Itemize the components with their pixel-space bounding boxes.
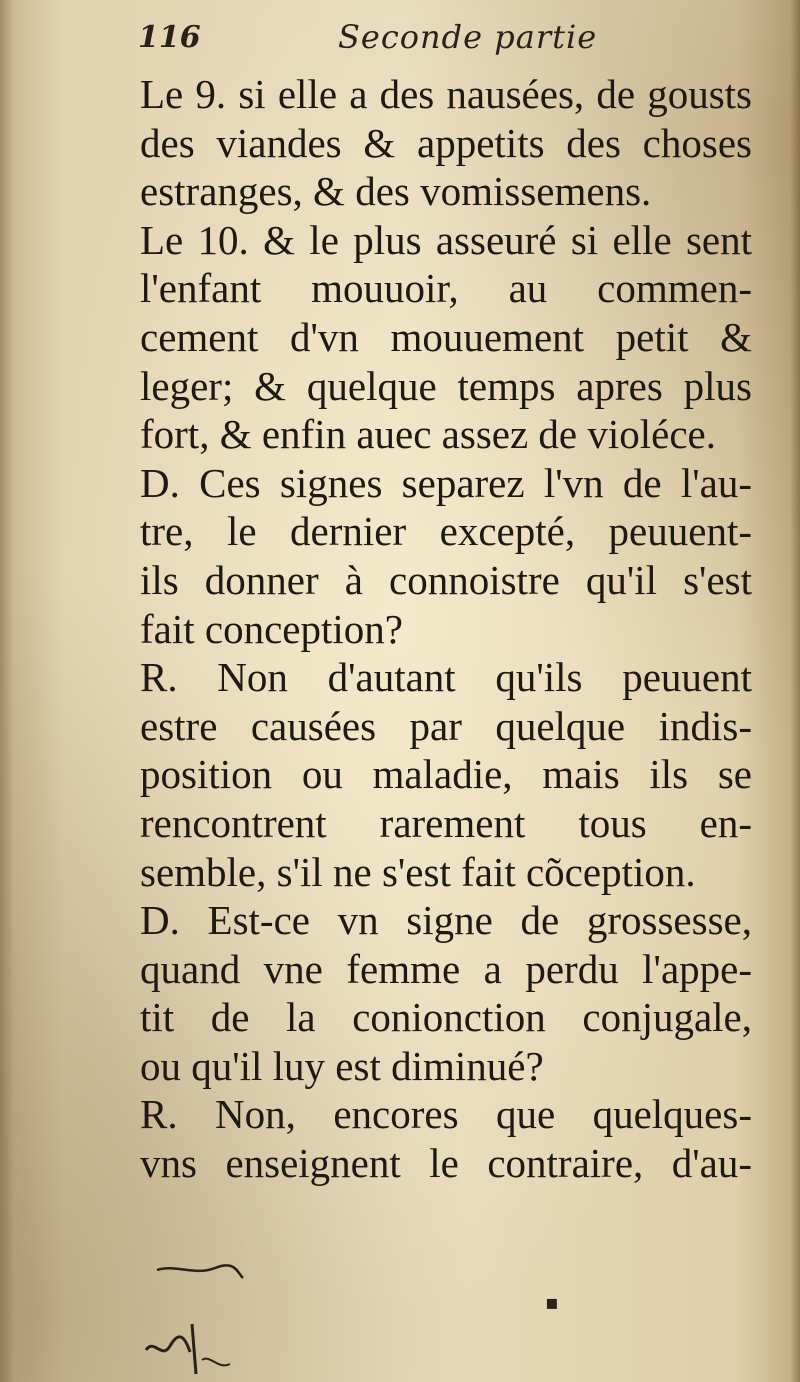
printer-mark: ▪	[545, 1290, 559, 1314]
text-line: l'enfant mouuoir, au commen-	[140, 265, 752, 312]
text-line: R. Non, encores que quelques-	[140, 1091, 752, 1138]
page-edge-shadow-left	[0, 0, 14, 1382]
running-head: Seconde partie	[338, 18, 598, 56]
text-line: semble, s'il ne s'est fait cõception.	[140, 848, 696, 895]
ink-smudge-mark	[155, 1262, 245, 1280]
text-line: tre, le dernier excepté, peuuent-	[140, 508, 752, 555]
text-line: cement d'vn mouuement petit &	[140, 313, 752, 360]
body-text	[140, 70, 752, 1188]
text-line: rencontrent rarement tous en-	[140, 799, 752, 846]
text-line: ou qu'il luy est diminué?	[140, 1042, 544, 1089]
text-line: leger; & quelque temps apres plus	[140, 362, 752, 409]
text-line: estre causées par quelque indis-	[140, 702, 752, 749]
text-line: estranges, & des vomissemens.	[140, 168, 652, 215]
text-line: Le 10. & le plus asseuré si elle sent	[140, 216, 752, 263]
text-line: quand vne femme a perdu l'appe-	[140, 945, 752, 992]
text-line: fait conception?	[140, 605, 403, 652]
page-edge-shadow-right	[790, 0, 800, 1382]
text-line: position ou maladie, mais ils se	[140, 751, 752, 798]
text-line: D. Est-ce vn signe de grossesse,	[140, 897, 752, 944]
text-line: fort, & enfin auec assez de violéce.	[140, 411, 717, 458]
text-line: ils donner à connoistre qu'il s'est	[140, 556, 752, 603]
text-line: vns enseignent le contraire, d'au-	[140, 1140, 752, 1187]
handwritten-scribble	[140, 1320, 250, 1376]
page-number: 116	[138, 20, 201, 55]
text-line: R. Non d'autant qu'ils peuuent	[140, 654, 752, 701]
text-line: D. Ces signes separez l'vn de l'au-	[140, 459, 752, 506]
text-line: Le 9. si elle a des nausées, de gousts	[140, 71, 752, 117]
page-header	[138, 14, 748, 64]
text-line: des viandes & appetits des choses	[140, 119, 752, 166]
text-line: tit de la conionction conjugale,	[140, 994, 752, 1041]
